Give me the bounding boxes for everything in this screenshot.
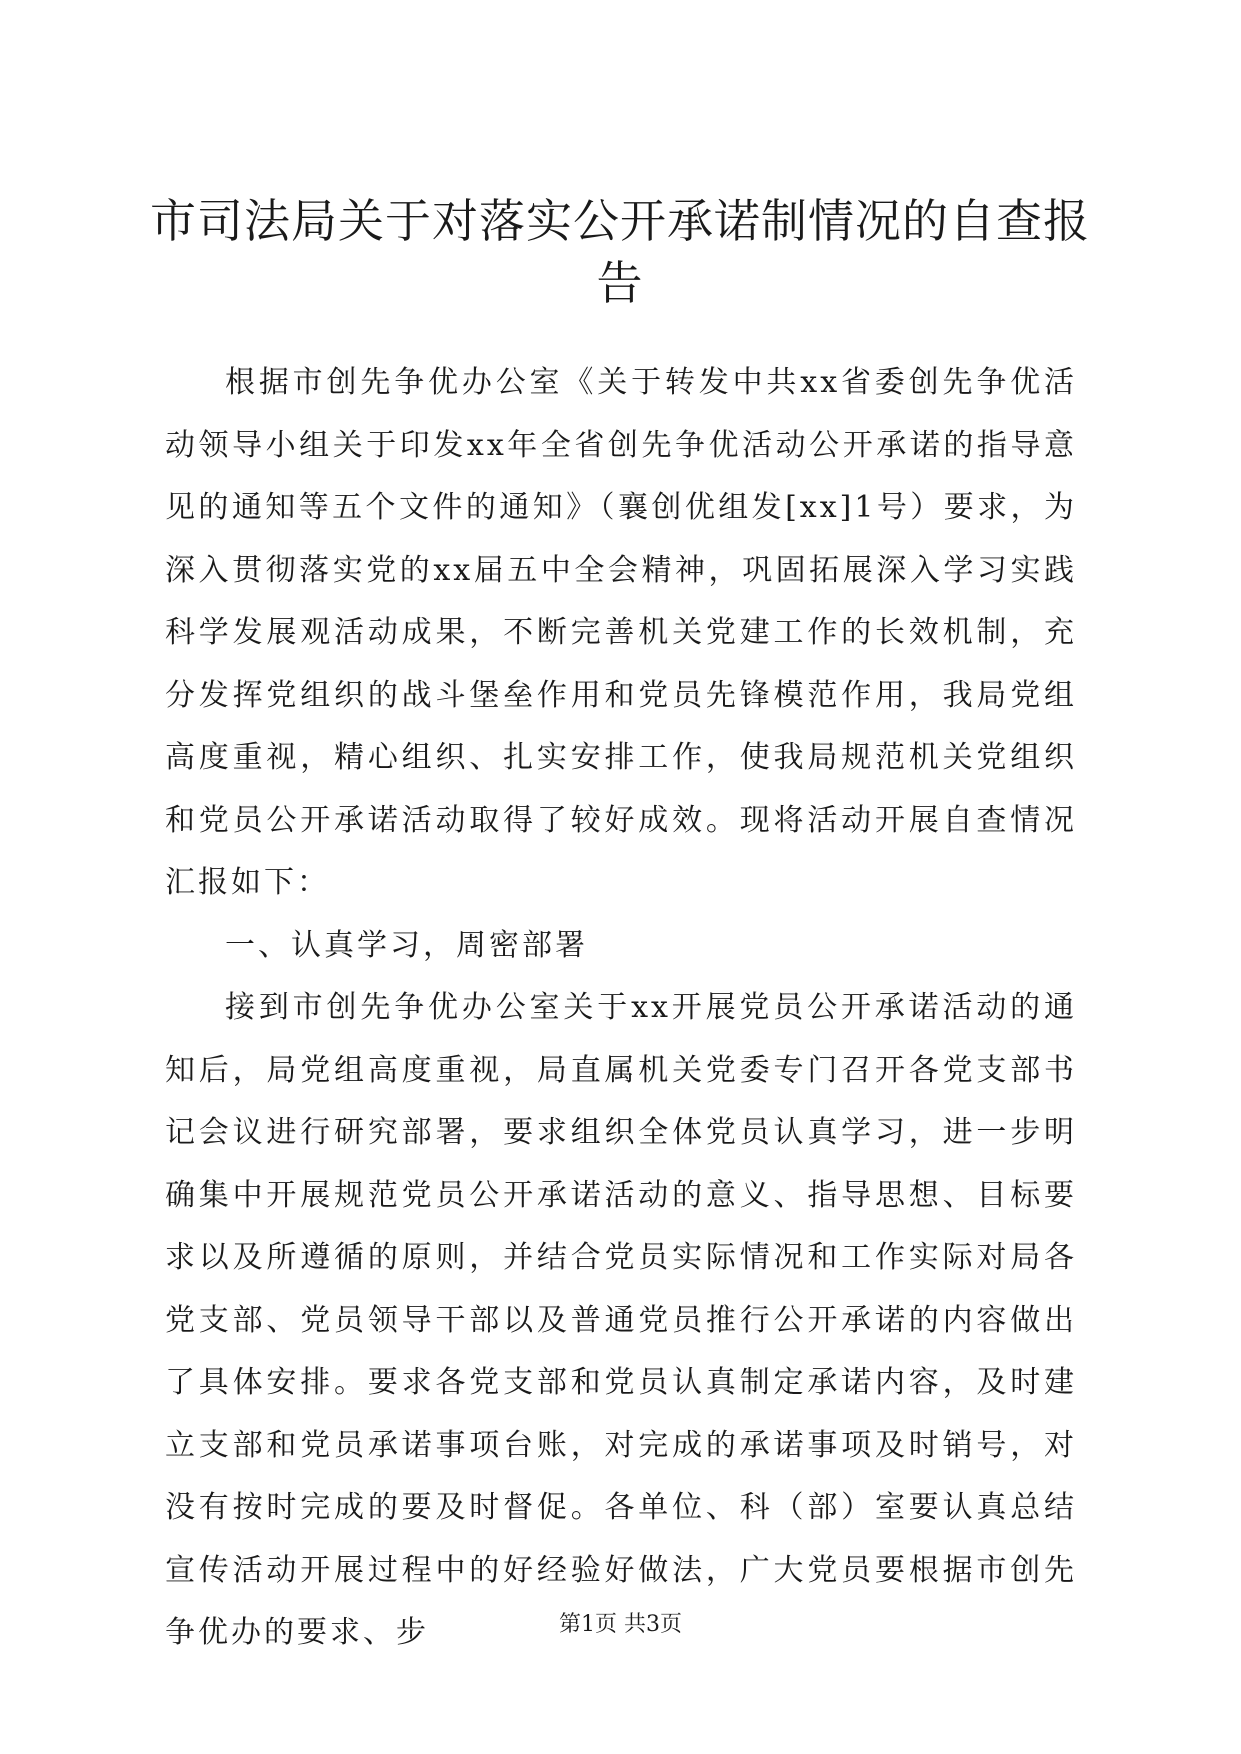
section-heading-1: 一、认真学习，周密部署 [225, 927, 588, 963]
intro-paragraph: 根据市创先争优办公室《关于转发中共xx省委创先争优活动领导小组关于印发xx年全省创先争优活动公开承诺的指导意见的通知等五个文件的通知》（襄创优组发[xx]1号）要求，为深入贯彻落实党的xx届五中全会精神，巩固拓展深入学习实践科学发展观活动成果，不断完善机关党建工作的长效机制，充分发挥党组织的战斗堡垒作用和党员先锋模范作用，我局党组高度重视，精心组织、扎实安排工作，使我局规范机关党组织和党员公开承诺活动取得了较好成效。现将活动开展自查情况汇报如下： [165, 365, 1077, 900]
page-number: 第1页 共3页 [559, 1612, 682, 1637]
page-footer [0, 1610, 1241, 1640]
document-title: 市司法局关于对落实公开承诺制情况的自查报告 [150, 194, 1090, 310]
section-1-paragraph: 接到市创先争优办公室关于xx开展党员公开承诺活动的通知后，局党组高度重视，局直属机关党委专门召开各党支部书记会议进行研究部署，要求组织全体党员认真学习，进一步明确集中开展规范党员公开承诺活动的意义、指导思想、目标要求以及所遵循的原则，并结合党员实际情况和工作实际对局各党支部、党员领导干部以及普通党员推行公开承诺的内容做出了具体安排。要求各党支部和党员认真制定承诺内容，及时建立支部和党员承诺事项台账，对完成的承诺事项及时销号，对没有按时完成的要及时督促。各单位、科（部）室要认真总结宣传活动开展过程中的好经验好做法，广大党员要根据市创先争优办的要求、步 [165, 990, 1077, 1650]
document-body [165, 352, 1077, 1665]
